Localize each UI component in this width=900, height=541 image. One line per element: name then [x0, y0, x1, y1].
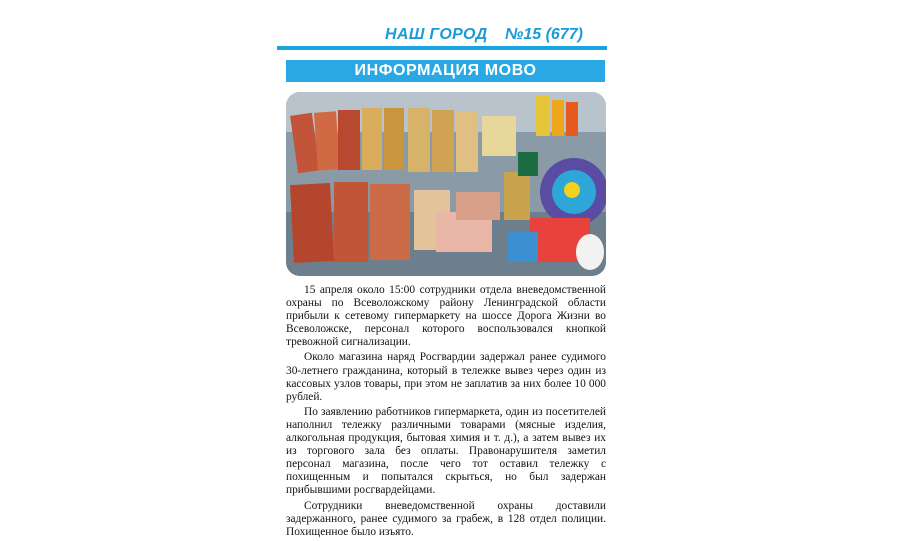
newspaper-page — [277, 20, 607, 538]
paper-name: НАШ ГОРОД — [385, 26, 488, 43]
article-paragraph: 15 апреля около 15:00 сотрудники отдела вневедомственной охраны по Всеволожскому району Ленинградской области прибыли к сетевому гипермаркету на шоссе Дорога Жизни во Всеволожске, персонал которого воспользовался кнопкой тревожной сигнализации. — [286, 284, 606, 349]
header-rule — [277, 46, 607, 50]
article — [286, 284, 606, 541]
issue-number: №15 (677) — [505, 26, 583, 43]
photo-seized-goods-icon — [286, 92, 606, 276]
masthead — [277, 20, 607, 48]
article-paragraph: Сотрудники вневедомственной охраны доставили задержанного, ранее судимого за грабеж, в 128 отдел полиции. Похищенное было изъято. — [286, 499, 606, 538]
section-title: ИНФОРМАЦИЯ МОВО — [354, 62, 537, 79]
article-paragraph: По заявлению работников гипермаркета, один из посетителей наполнил тележку различными товарами (мясные изделия, алкогольная продукция, бытовая химия и т. д.), а затем вывез их из торгового зала без оплаты. Правонарушителя заметил персонал магазина, после чего тот оставил тележку с похищенным и попытался скрыться, но был задержан прибывшими росгвардейцами. — [286, 405, 606, 497]
section-banner — [286, 60, 605, 82]
article-paragraph: Около магазина наряд Росгвардии задержал ранее судимого 30-летнего гражданина, который в тележке вывез через один из кассовых узлов товары, при этом не заплатив за них более 10 000 рублей. — [286, 351, 606, 403]
